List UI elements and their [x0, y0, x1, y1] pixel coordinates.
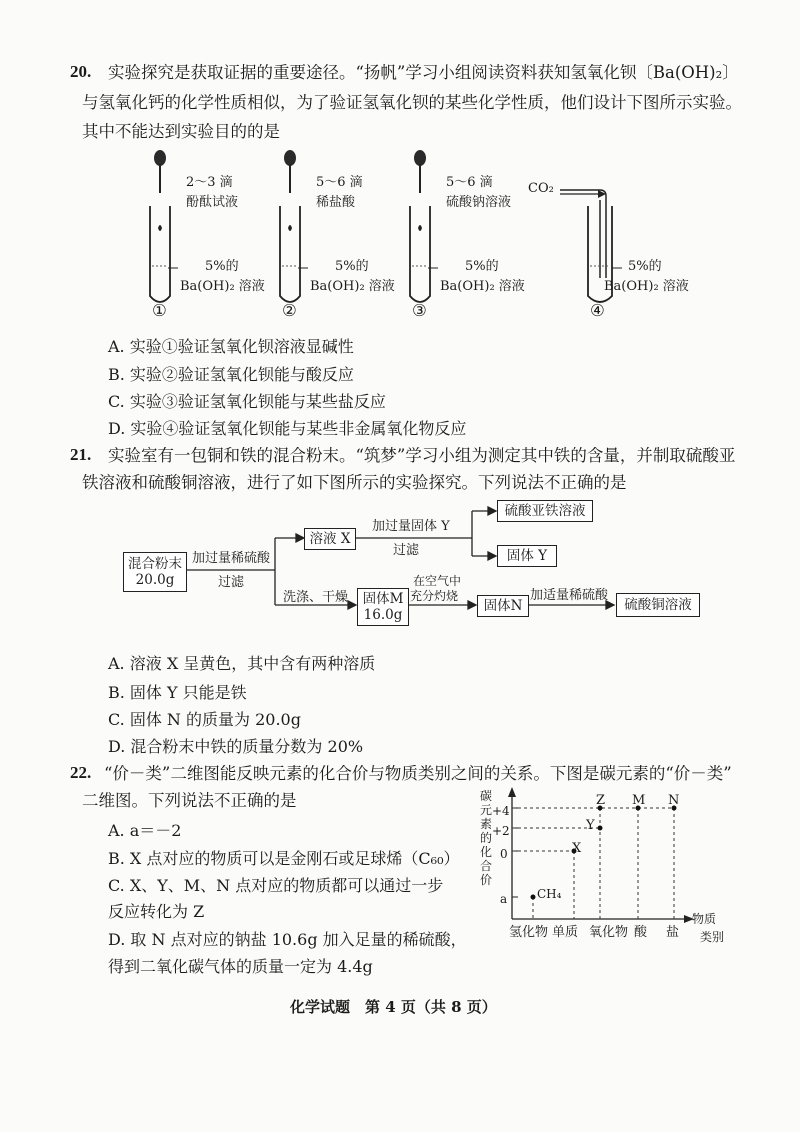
mixture-label: 混合粉末 — [128, 556, 182, 572]
question-20-number: 20. — [70, 62, 92, 81]
tube1-solution-conc: 5%的 — [205, 259, 239, 274]
tube1-reagent-name: 酚酞试液 — [186, 195, 239, 210]
tube2-solution-conc: 5%的 — [335, 259, 369, 274]
step2-operation: 过滤 — [393, 543, 420, 558]
q22-option-c-line2: 反应转化为 Z — [108, 902, 205, 921]
step4-reagent: 加适量稀硫酸 — [530, 588, 609, 603]
tube1-solution-name: Ba(OH)₂ 溶液 — [180, 279, 265, 294]
y-tick-plus2: +2 — [492, 824, 510, 838]
question-21-number: 21. — [70, 445, 92, 464]
copper-sulfate-box: 硫酸铜溶液 — [616, 593, 700, 617]
solid-y-box: 固体 Y — [497, 545, 557, 567]
mixture-box — [123, 552, 187, 592]
x-axis-title-line1: 物质 — [692, 912, 717, 926]
tube4-solution-name: Ba(OH)₂ 溶液 — [604, 279, 689, 294]
question-20-text-line1: 实验探究是获取证据的重要途径。“扬帆”学习小组阅读资料获知氢氧化钡〔Ba(OH)₂〕 — [108, 63, 739, 82]
tube1-reagent-amount: 2～3 滴 — [186, 175, 233, 190]
tube4-index: ④ — [590, 301, 605, 320]
q22-option-c-line1: C. X、Y、M、N 点对应的物质都可以通过一步 — [108, 876, 444, 895]
question-22-text-line1: “价－类”二维图能反映元素的化合价与物质类别之间的关系。下图是碳元素的“价－类” — [104, 764, 732, 783]
question-22-text-line2: 二维图。下列说法不正确的是 — [82, 791, 297, 810]
x-category-element: 单质 — [552, 925, 579, 940]
tube2-reagent-amount: 5～6 滴 — [316, 175, 363, 190]
x-axis-title-line2: 类别 — [700, 930, 725, 944]
q21-option-a: A. 溶液 X 呈黄色，其中含有两种溶质 — [108, 654, 376, 673]
tube1-index: ① — [152, 301, 167, 320]
solid-m-label: 固体M — [362, 591, 404, 607]
q20-option-b: B. 实验②验证氢氧化钡能与酸反应 — [108, 365, 354, 384]
q20-option-a: A. 实验①验证氢氧化钡溶液显碱性 — [108, 337, 354, 356]
solid-m-box — [357, 588, 409, 626]
y-tick-zero: 0 — [500, 847, 508, 861]
x-category-oxide: 氧化物 — [589, 925, 629, 940]
q22-option-d-line2: 得到二氧化碳气体的质量一定为 4.4g — [108, 957, 373, 976]
tube4-solution-conc: 5%的 — [628, 259, 662, 274]
tube3-reagent-name: 硫酸钠溶液 — [446, 195, 512, 210]
burn-step-line2: 充分灼烧 — [410, 589, 459, 603]
question-21-text-line1: 实验室有一包铜和铁的混合粉末。“筑梦”学习小组为测定其中铁的含量，并制取硫酸亚 — [108, 446, 736, 465]
step1-operation: 过滤 — [218, 575, 245, 590]
step2-reagent: 加过量固体 Y — [372, 519, 450, 534]
q22-option-a: A. a＝－2 — [108, 821, 182, 840]
q21-option-b: B. 固体 Y 只能是铁 — [108, 683, 247, 702]
tube3-reagent-amount: 5～6 滴 — [446, 175, 493, 190]
point-label-z: Z — [596, 793, 606, 808]
y-tick-plus4: +4 — [492, 804, 510, 818]
mixture-mass: 20.0g — [135, 572, 175, 588]
point-label-n: N — [668, 793, 680, 808]
x-category-hydride: 氢化物 — [509, 925, 549, 940]
solid-n-box: 固体N — [477, 595, 529, 617]
x-category-salt: 盐 — [666, 925, 680, 940]
solution-x-box: 溶液 X — [304, 528, 356, 550]
point-label-x: X — [572, 841, 582, 856]
tube2-reagent-name: 稀盐酸 — [316, 195, 356, 210]
point-label-ch4: CH₄ — [537, 887, 562, 901]
tube2-solution-name: Ba(OH)₂ 溶液 — [310, 279, 395, 294]
q21-option-c: C. 固体 N 的质量为 20.0g — [108, 710, 301, 729]
q20-option-c: C. 实验③验证氢氧化钡能与某些盐反应 — [108, 392, 386, 411]
q20-option-d: D. 实验④验证氢氧化钡能与某些非金属氧化物反应 — [108, 419, 467, 438]
y-tick-a: a — [500, 892, 508, 906]
point-label-m: M — [632, 793, 646, 808]
tube4-gas-label: CO₂ — [528, 181, 554, 196]
x-category-acid: 酸 — [634, 925, 648, 940]
q21-option-d: D. 混合粉末中铁的质量分数为 20% — [108, 737, 364, 756]
wash-dry-step: 洗涤、干燥 — [283, 590, 349, 605]
q22-option-b: B. X 点对应的物质可以是金刚石或足球烯（C₆₀） — [108, 849, 460, 868]
question-20-text-line2: 与氢氧化钙的化学性质相似，为了验证氢氧化钡的某些化学性质，他们设计下图所示实验。 — [82, 93, 742, 112]
solid-m-mass: 16.0g — [363, 607, 403, 623]
ferrous-sulfate-box: 硫酸亚铁溶液 — [497, 500, 593, 522]
point-label-y: Y — [586, 818, 595, 833]
question-22-number: 22. — [70, 763, 92, 782]
burn-step-line1: 在空气中 — [413, 574, 462, 588]
step1-reagent: 加过量稀硫酸 — [192, 551, 271, 566]
tube3-index: ③ — [412, 301, 427, 320]
tube2-index: ② — [282, 301, 297, 320]
question-21-text-line2: 铁溶液和硫酸铜溶液，进行了如下图所示的实验探究。下列说法不正确的是 — [82, 473, 627, 492]
question-20-text-line3: 其中不能达到实验目的的是 — [82, 122, 280, 141]
page-footer: 化学试题 第 4 页（共 8 页） — [290, 998, 497, 1016]
q22-option-d-line1: D. 取 N 点对应的钠盐 10.6g 加入足量的稀硫酸， — [108, 930, 467, 949]
graph-y-axis-title: 碳 元 素 的 化 合 价 — [480, 789, 493, 887]
tube3-solution-name: Ba(OH)₂ 溶液 — [440, 279, 525, 294]
tube3-solution-conc: 5%的 — [465, 259, 499, 274]
